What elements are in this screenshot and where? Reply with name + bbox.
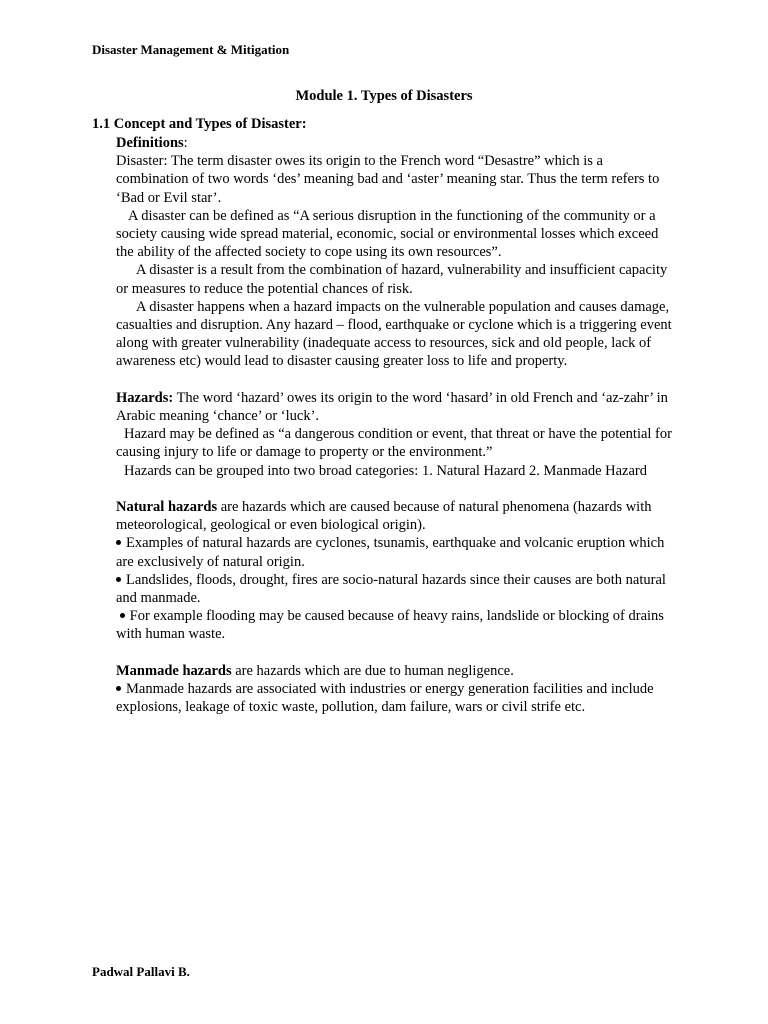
paragraph-gap (116, 371, 676, 389)
bullet-item (116, 534, 676, 570)
bullet-icon (116, 686, 121, 691)
hazards-paragraph-1 (116, 389, 676, 425)
bullet-item (116, 607, 676, 643)
definition-paragraph-2: A disaster can be defined as “A serious disruption in the functioning of the community or a society causing wide spread material, economic, social or environmental losses which exceed the ability of the affected society to cope using its own resources”. (116, 207, 659, 261)
manmade-hazards-intro (116, 662, 676, 680)
definitions-label: Definitions (116, 135, 184, 151)
paragraph-gap (116, 480, 676, 498)
bullet-item (116, 571, 676, 607)
bullet-text: Landslides, floods, drought, fires are socio-natural hazards since their causes are both natural and manmade. (116, 571, 666, 607)
bullet-icon (120, 613, 125, 618)
bullet-text: Examples of natural hazards are cyclones, tsunamis, earthquake and volcanic eruption which are exclusively of natural origin. (116, 535, 665, 570)
document-body (116, 134, 676, 716)
natural-hazards-label: Natural hazards (116, 499, 218, 516)
paragraph-gap (116, 644, 676, 662)
definition-paragraph-1: Disaster: The term disaster owes its origin to the French word “Desastre” which is a combination of two words ‘des’ meaning bad and ‘aster’ meaning star. Thus the term refers to ‘Bad or Evil star’. (116, 153, 660, 206)
module-title: Module 1. Types of Disasters (295, 88, 473, 104)
hazards-paragraph-3: Hazards can be grouped into two broad categories: 1. Natural Hazard 2. Manmade Hazard (124, 462, 647, 479)
definition-paragraph-3: A disaster is a result from the combination of hazard, vulnerability and insufficient capacity or measures to reduce the potential chances of risk. (116, 262, 668, 297)
natural-hazards-text: are hazards which are caused because of natural phenomena (hazards with meteorological, geological or even biological origin). (116, 499, 652, 534)
manmade-hazards-label: Manmade hazards (116, 662, 232, 679)
bullet-icon (116, 540, 121, 545)
section-heading: 1.1 Concept and Types of Disaster: (92, 116, 307, 132)
definitions-heading (116, 134, 676, 152)
bullet-text: For example flooding may be caused because of heavy rains, landslide or blocking of drains with human waste. (116, 608, 664, 643)
definitions-colon: : (183, 135, 188, 151)
bullet-icon (116, 577, 121, 582)
page-header: Disaster Management & Mitigation (92, 42, 290, 57)
manmade-hazards-text: are hazards which are due to human negligence. (235, 662, 514, 679)
natural-hazards-intro (116, 498, 676, 534)
hazards-label: Hazards: (116, 389, 174, 406)
bullet-item (116, 680, 676, 716)
bullet-text: Manmade hazards are associated with industries or energy generation facilities and include explosions, leakage of toxic waste, pollution, dam failure, wars or civil strife etc. (116, 681, 654, 716)
definition-paragraph-4: A disaster happens when a hazard impacts on the vulnerable population and causes damage, casualties and disruption. Any hazard – flood, earthquake or cyclone which is a triggering event along with greater vulnerability (inadequate access to resources, sick and old people, lack of awareness etc) would lead to disaster causing greater loss to life and property. (116, 298, 672, 370)
hazards-paragraph-2: Hazard may be defined as “a dangerous condition or event, that threat or have the potential for causing injury to life or damage to property or the environment.” (116, 426, 672, 461)
page-footer-author: Padwal Pallavi B. (92, 964, 190, 979)
hazards-text-1: The word ‘hazard’ owes its origin to the word ‘hasard’ in old French and ‘az-zahr’ in Arabic meaning ‘chance’ or ‘luck’. (116, 389, 668, 425)
